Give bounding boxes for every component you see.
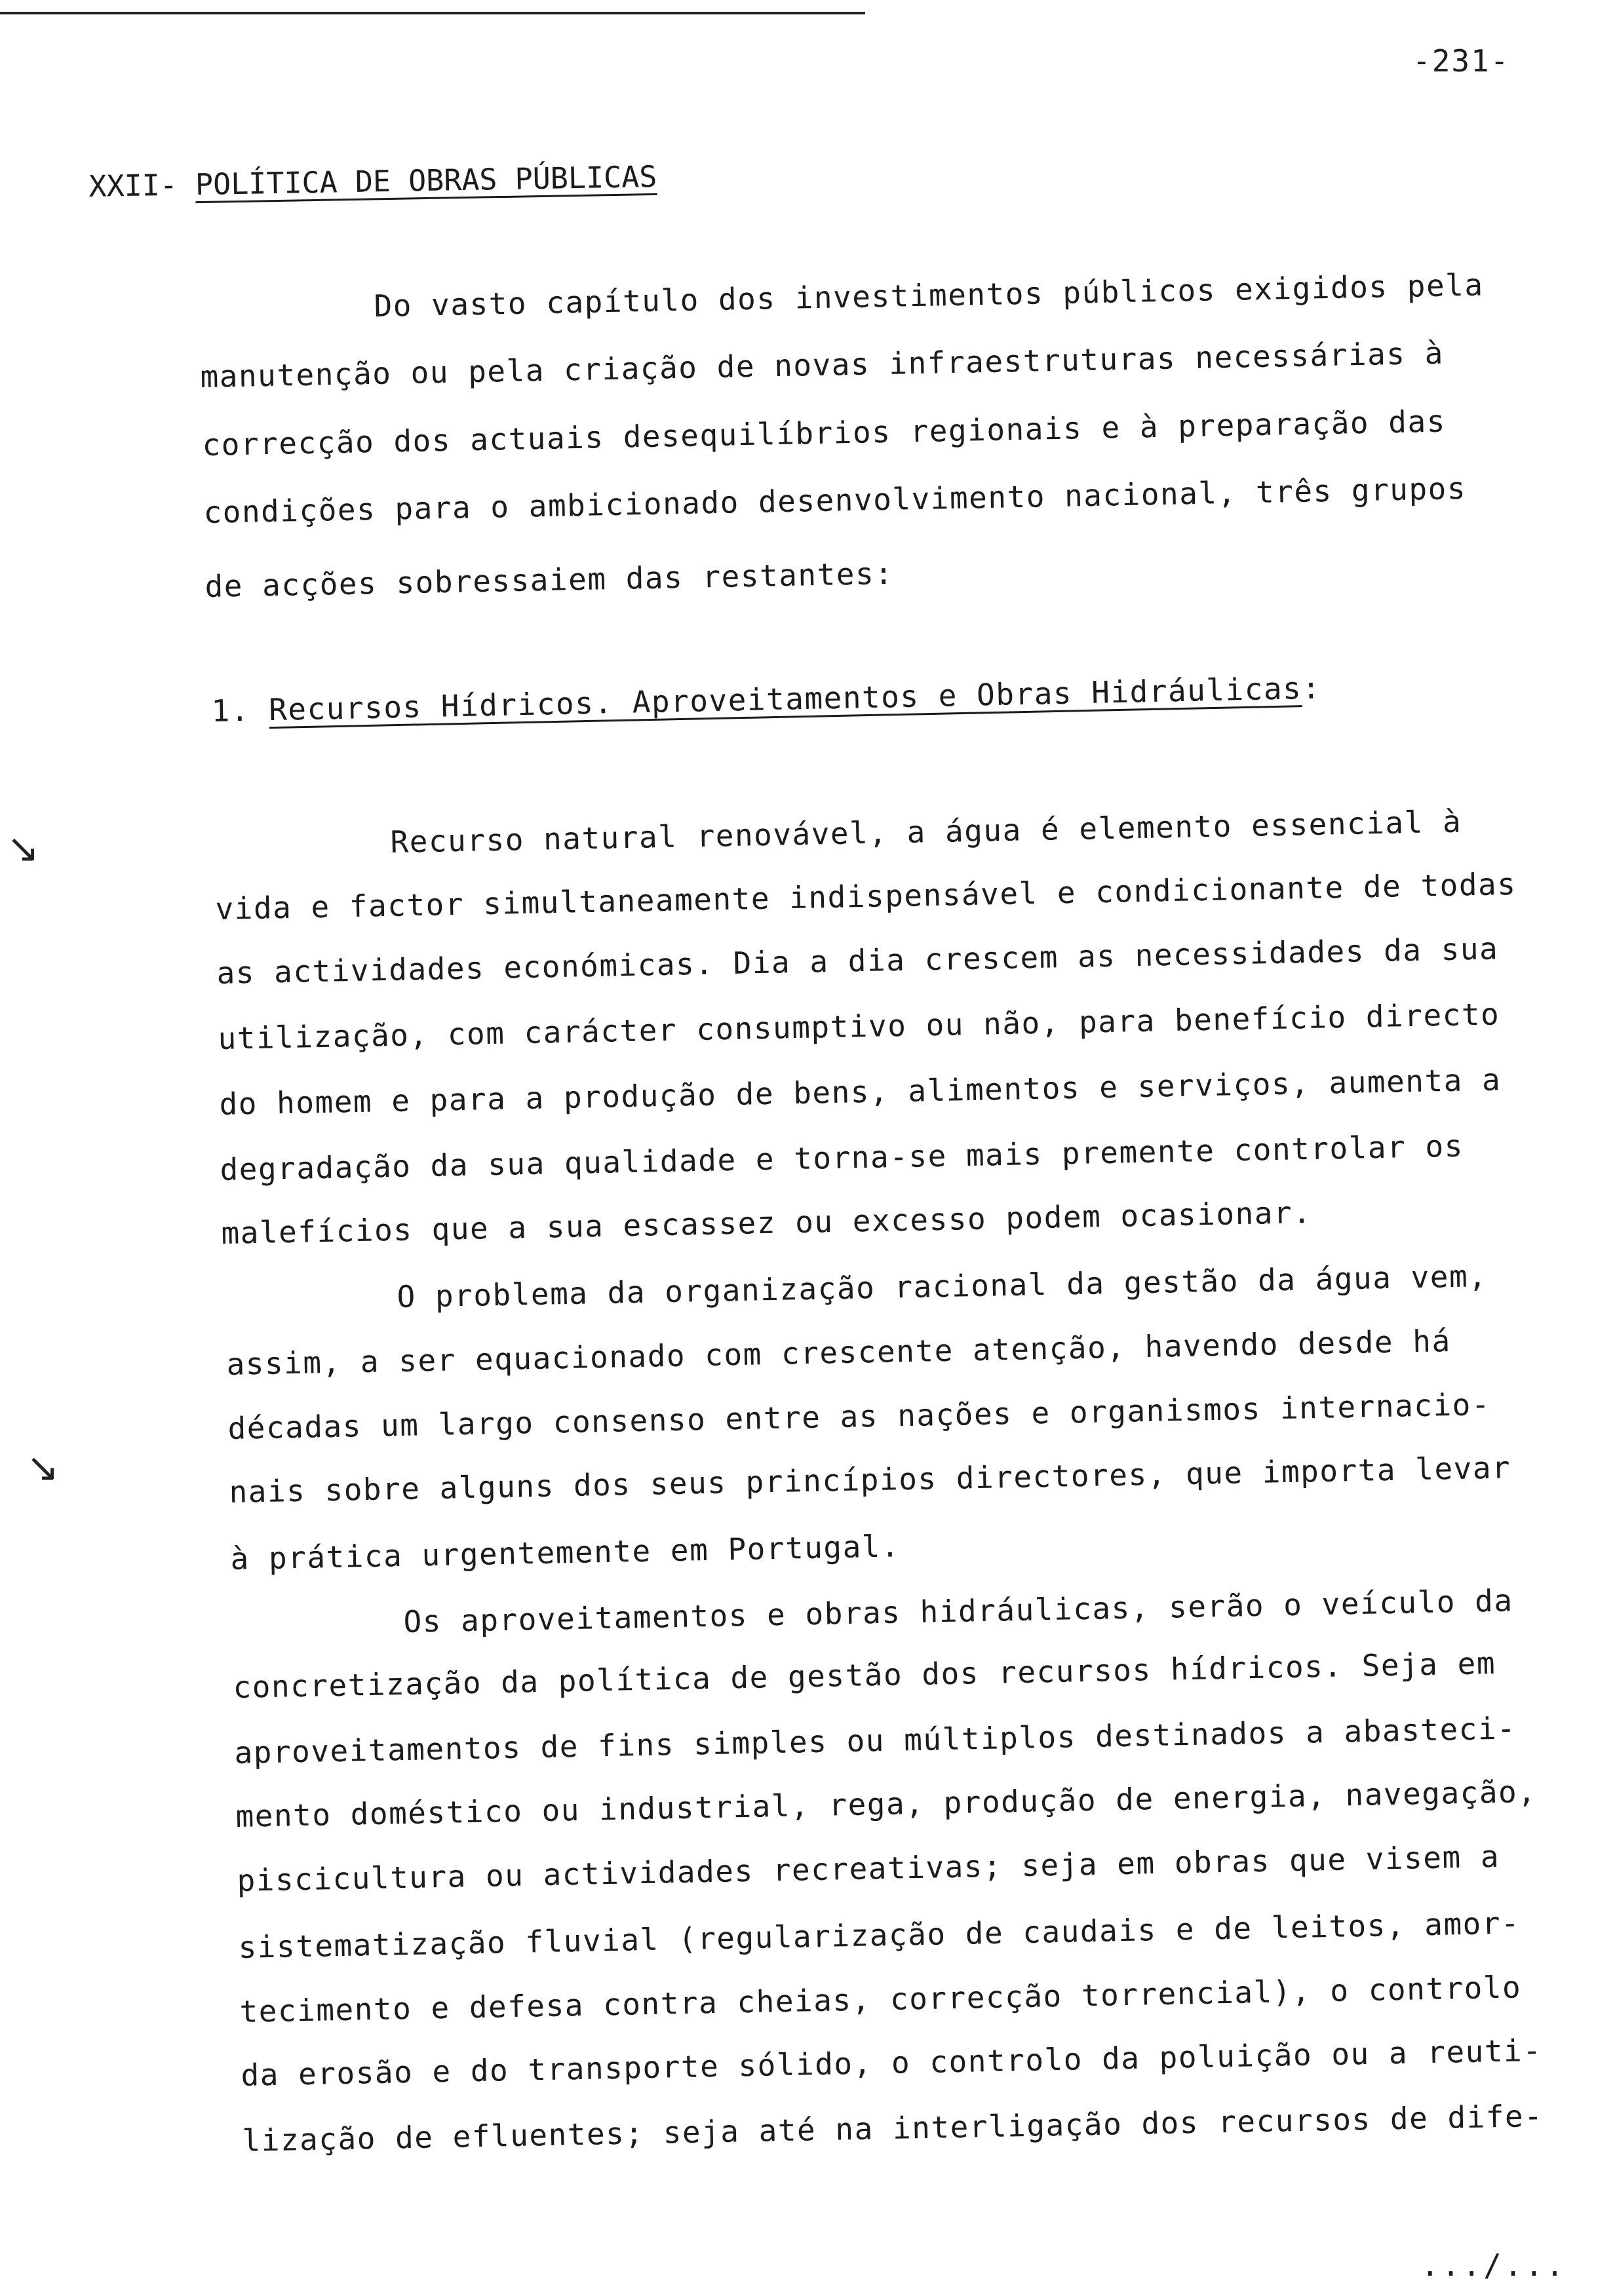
paragraph-line: do homem e para a produção de bens, alimentos e serviços, aumenta a — [219, 1062, 1502, 1122]
page-number: -231- — [1412, 43, 1510, 79]
margin-tick-mark: ↘ — [7, 826, 40, 871]
paragraph-line: de acções sobressaiem das restantes: — [204, 555, 894, 604]
chapter-number: XXII- — [88, 167, 178, 204]
paragraph-line: concretização da política de gestão dos recursos hídricos. Seja em — [233, 1645, 1496, 1705]
paragraph-line: Recurso natural renovável, a água é elemento essencial à — [390, 803, 1462, 860]
paragraph-line: tecimento e defesa contra cheias, correcção torrencial), o controlo — [239, 1969, 1522, 2029]
paragraph-line: manutenção ou pela criação de novas infraestruturas necessárias à — [200, 335, 1445, 394]
paragraph-line: décadas um largo consenso entre as nações e organismos internacio- — [227, 1387, 1491, 1446]
section-title: Recursos Hídricos. Aproveitamentos e Obras Hidráulicas — [268, 670, 1302, 728]
section-number: 1. — [211, 692, 250, 729]
paragraph-line: piscicultura ou actividades recreativas; seja em obras que visem a — [237, 1839, 1500, 1898]
paragraph-line: vida e factor simultaneamente indispensável e condicionante de todas — [215, 866, 1517, 927]
paragraph-line: aproveitamentos de fins simples ou múltiplos destinados a abasteci- — [234, 1710, 1517, 1770]
paragraph-line: nais sobre alguns dos seus princípios directores, que importa levar — [229, 1449, 1511, 1510]
paragraph-line: sistematização fluvial (regularização de caudais e de leitos, amor- — [238, 1905, 1521, 1965]
paragraph-line: correcção dos actuais desequilíbrios regionais e à preparação das — [202, 403, 1447, 463]
section-colon: : — [1301, 670, 1322, 706]
paragraph-line: degradação da sua qualidade e torna-se mais premente controlar os — [220, 1128, 1464, 1187]
margin-tick-mark: ↘ — [26, 1445, 60, 1491]
paragraph-line: à prática urgentemente em Portugal. — [230, 1528, 901, 1577]
paragraph-line: O problema da organização racional da gestão da água vem, — [397, 1258, 1488, 1314]
paragraph-line: as actividades económicas. Dia a dia crescem as necessidades da sua — [216, 930, 1499, 991]
paragraph-line: utilização, com carácter consumptivo ou não, para benefício directo — [218, 996, 1500, 1056]
chapter-heading — [88, 159, 657, 204]
chapter-title: POLÍTICA DE OBRAS PÚBLICAS — [195, 159, 657, 202]
section-heading — [211, 670, 1321, 729]
paragraph-line: Do vasto capítulo dos investimentos públicos exigidos pela — [374, 267, 1485, 324]
top-border-line — [0, 12, 865, 14]
paragraph-line: condições para o ambicionado desenvolvimento nacional, três grupos — [203, 470, 1467, 530]
paragraph-line: lização de efluentes; seja até na interligação dos recursos de dife- — [242, 2097, 1544, 2158]
paragraph-line: mento doméstico ou industrial, rega, produção de energia, navegação, — [235, 1773, 1537, 1834]
paragraph-line: malefícios que a sua escassez ou excesso podem ocasionar. — [221, 1195, 1312, 1251]
continuation-mark: .../... — [1421, 2248, 1566, 2283]
paragraph-line: Os aproveitamentos e obras hidráulicas, serão o veículo da — [403, 1582, 1514, 1639]
paragraph-line: da erosão e do transporte sólido, o controlo da poluição ou a reuti- — [241, 2032, 1542, 2093]
paragraph-line: assim, a ser equacionado com crescente atenção, havendo desde há — [226, 1323, 1452, 1382]
